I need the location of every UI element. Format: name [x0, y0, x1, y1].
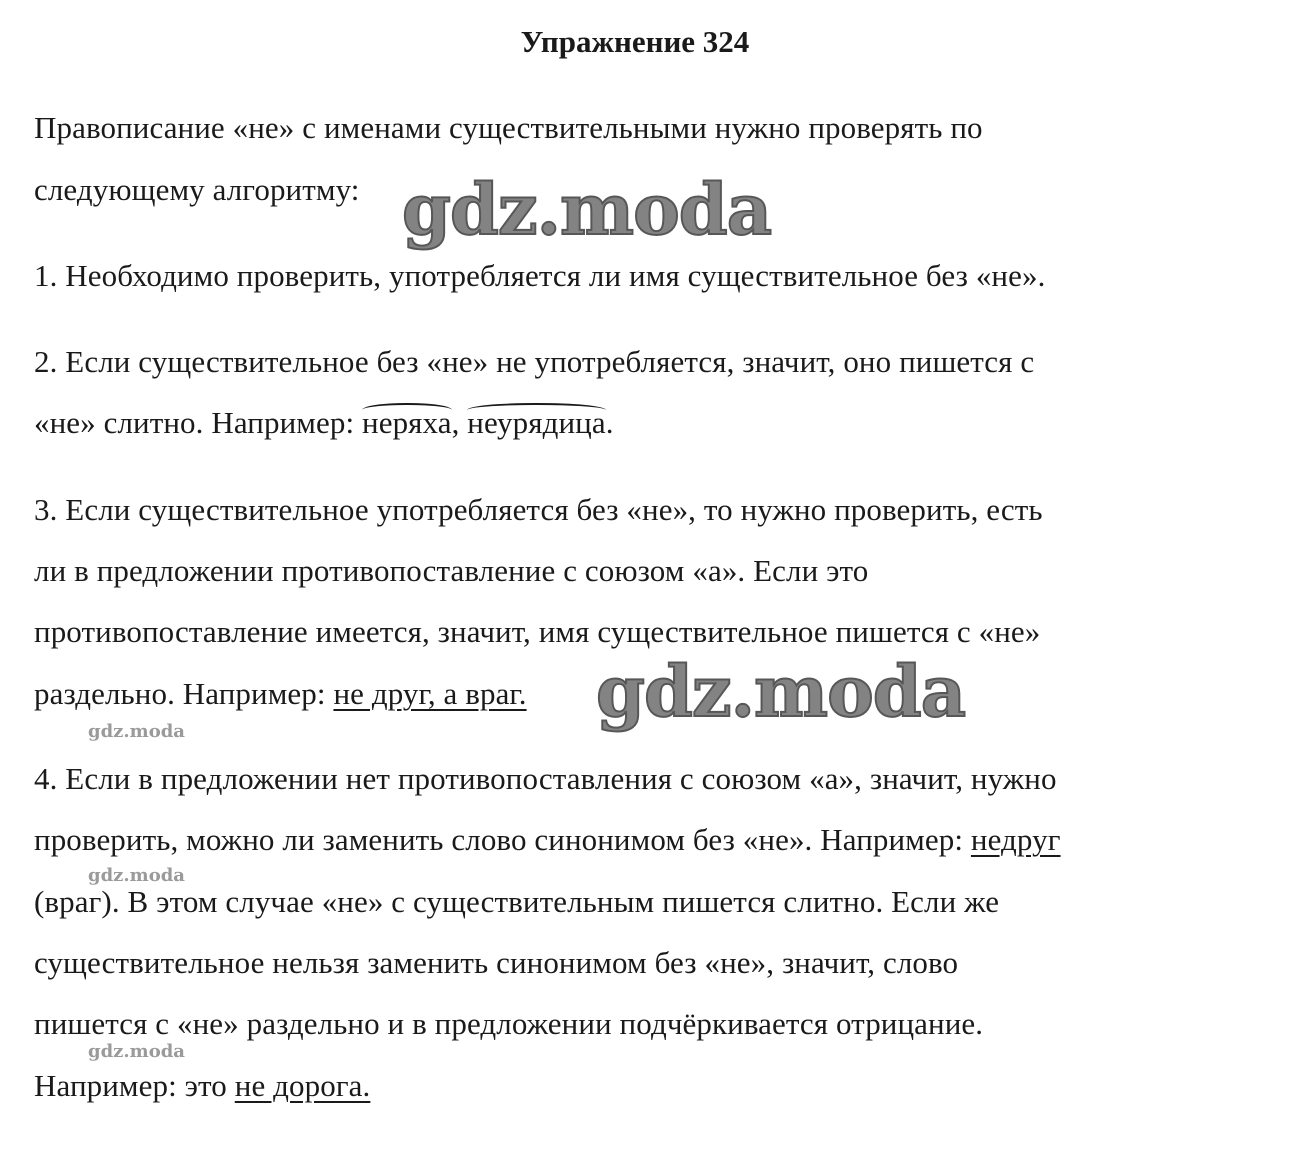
rule-2-lead: «не» слитно. Например: — [34, 405, 363, 440]
rule-4-lead: проверить, можно ли заменить слово синонимом без «не». Например: — [34, 822, 971, 857]
rule-4-line-3: (враг). В этом случае «не» с существительным пишется слитно. Если же — [34, 884, 1000, 919]
watermark-logo-2: gdz.moda — [596, 650, 966, 733]
rule-2-line-2 — [34, 403, 614, 443]
rule-4-line-6 — [34, 1066, 370, 1106]
example-ne-drug: не друг, а враг. — [333, 676, 527, 711]
watermark-small-1: gdz.moda — [88, 721, 185, 742]
example-nedrug: недруг — [970, 822, 1061, 857]
intro-line-2: следующему алгоритму: — [34, 172, 360, 207]
intro-line-1: Правописание «не» с именами существительными нужно проверять по — [34, 110, 983, 145]
watermark-small-3: gdz.moda — [88, 1041, 185, 1062]
rule-4-line-2 — [34, 820, 1061, 860]
rule-4-line-4: существительное нельзя заменить синонимом без «не», значит, слово — [34, 945, 959, 980]
exercise-title: Упражнение 324 — [520, 24, 750, 59]
rule-3-line-2: ли в предложении противопоставление с союзом «а». Если это — [34, 553, 869, 588]
example-word-neuryaditsa: неурядица — [467, 403, 605, 443]
rule-1-line-1: 1. Необходимо проверить, употребляется ли имя существительное без «не». — [34, 258, 1046, 293]
example-ne-doroga: не дорога. — [234, 1068, 371, 1103]
example-end: . — [605, 405, 614, 440]
rule-3-line-4 — [34, 674, 527, 714]
rule-4-line-5: пишется с «не» раздельно и в предложении подчёркивается отрицание. — [34, 1006, 984, 1041]
rule-3-line-1: 3. Если существительное употребляется без «не», то нужно проверить, есть — [34, 492, 1043, 527]
rule-2-line-1: 2. Если существительное без «не» не употребляется, значит, оно пишется с — [34, 344, 1035, 379]
example-word-neryakha: неряха — [362, 403, 452, 443]
rule-4-lead-2: Например: это — [34, 1068, 235, 1103]
rule-3-lead: раздельно. Например: — [34, 676, 334, 711]
watermark-small-2: gdz.moda — [88, 865, 185, 886]
watermark-logo-1: gdz.moda — [402, 168, 772, 251]
rule-3-line-3: противопоставление имеется, значит, имя существительное пишется с «не» — [34, 614, 1041, 649]
rule-4-line-1: 4. Если в предложении нет противопоставления с союзом «а», значит, нужно — [34, 761, 1057, 796]
example-separator: , — [451, 405, 468, 440]
